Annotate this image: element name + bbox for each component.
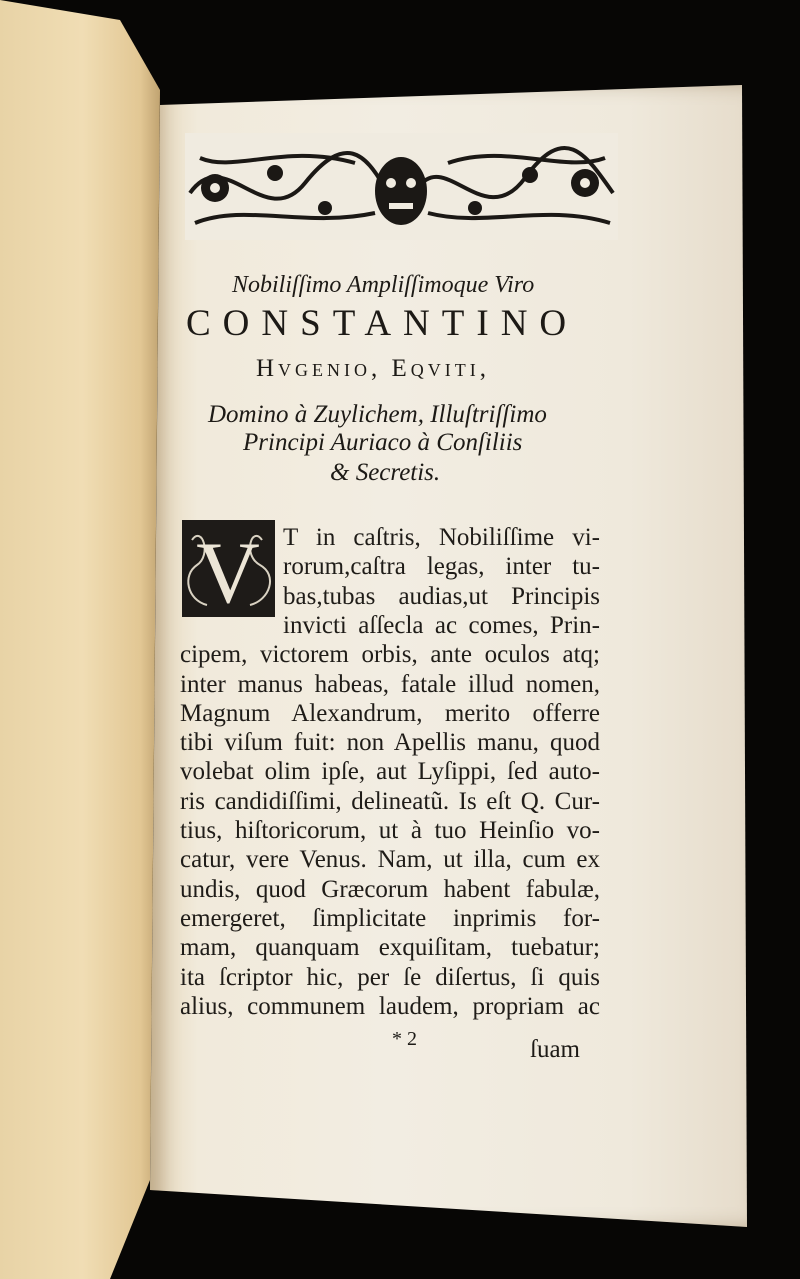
- dedication-line-4: Domino à Zuylichem, Illuſtriſſimo: [208, 401, 547, 428]
- dedication-name: CONSTANTINO: [186, 303, 579, 344]
- body-line: catur, vere Venus. Nam, ut illa, cum ex: [180, 846, 600, 874]
- body-line: undis, quod Græcorum habent fabulæ,: [180, 875, 600, 903]
- dedication-line-5: Principi Auriaco à Conſiliis: [243, 429, 523, 456]
- body-line: tius, hiſtoricorum, ut à tuo Heinſio vo-: [180, 817, 600, 844]
- signature-mark: * 2: [392, 1028, 417, 1050]
- body-line: tibi viſum fuit: non Apellis manu, quod: [180, 729, 600, 757]
- body-line: cipem, victorem orbis, ante oculos atq;: [180, 641, 600, 669]
- body-line: T in caſtris, Nobiliſſime vi-: [283, 524, 600, 551]
- body-line: Magnum Alexandrum, merito offerre: [180, 699, 600, 727]
- ornamental-headpiece: [185, 133, 618, 240]
- body-line: bas,tubas audias,ut Principis: [283, 582, 600, 610]
- body-line: inter manus habeas, fatale illud nomen,: [180, 670, 600, 698]
- drop-cap-letter: V: [196, 525, 260, 617]
- dedication-line-6: & Secretis.: [330, 459, 441, 486]
- body-line: rorum,caſtra legas, inter tu-: [283, 553, 600, 581]
- dedication-line-1: Nobiliſſimo Ampliſſimoque Viro: [232, 272, 535, 298]
- drop-cap-ornament: [182, 520, 275, 617]
- body-line: alius, communem laudem, propriam ac: [180, 992, 600, 1020]
- catchword: ſuam: [530, 1036, 580, 1063]
- body-line: volebat olim ipſe, aut Lyſippi, ſed auto-: [180, 758, 600, 786]
- left-page: [0, 0, 165, 1279]
- dedication-line-3: Hvgenio, Eqviti,: [256, 355, 491, 382]
- body-line: invicti aſſecla ac comes, Prin-: [283, 611, 600, 639]
- body-line: mam, quanquam exquiſitam, tuebatur;: [180, 934, 600, 962]
- body-line: ris candidiſſimi, delineatũ. Is eſt Q. Cur-: [180, 787, 600, 815]
- body-line: ita ſcriptor hic, per ſe diſertus, ſi quis: [180, 963, 600, 991]
- body-line: emergeret, ſimplicitate inprimis for-: [180, 904, 600, 932]
